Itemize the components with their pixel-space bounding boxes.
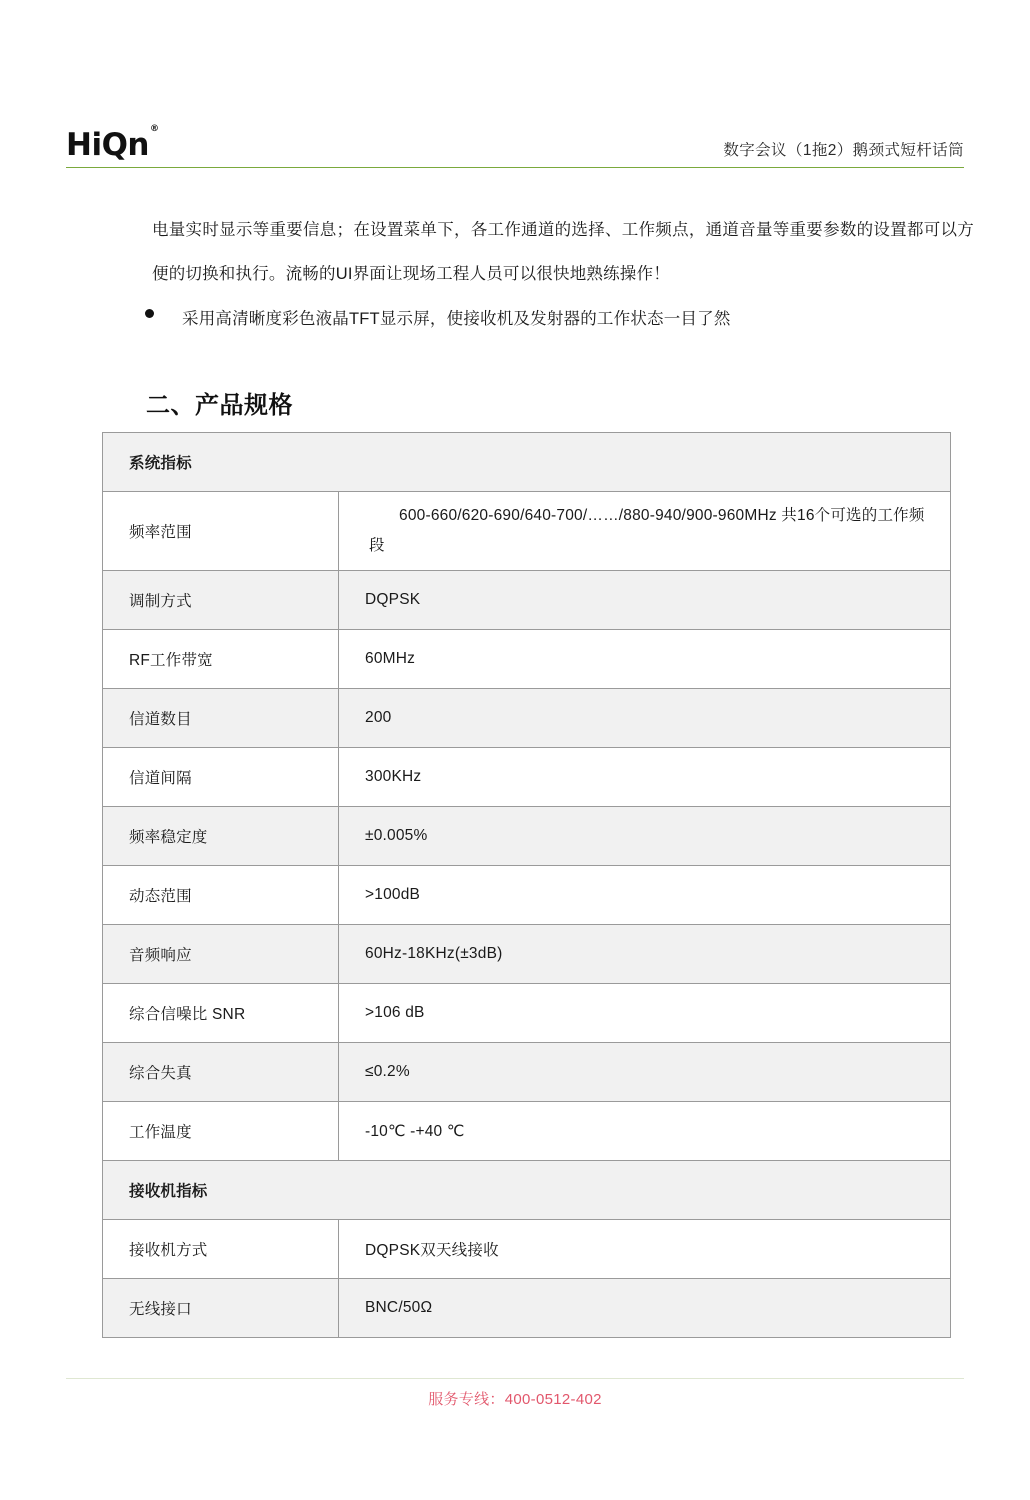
company-logo: [66, 121, 158, 161]
page-header: [66, 112, 964, 168]
spec-value-cell: >100dB: [339, 866, 951, 925]
spec-value-cell: ±0.005%: [339, 807, 951, 866]
spec-table-section-row: [103, 1161, 951, 1220]
spec-table-container: [102, 432, 950, 1338]
spec-label-cell: 接收机方式: [103, 1220, 339, 1279]
trademark-icon: ®: [150, 123, 159, 134]
spec-label-cell: 调制方式: [103, 571, 339, 630]
table-row: [103, 1102, 951, 1161]
table-row: [103, 748, 951, 807]
spec-label-cell: 无线接口: [103, 1279, 339, 1338]
table-row: [103, 925, 951, 984]
header-document-title: 数字会议（1拖2）鹅颈式短杆话筒: [723, 141, 964, 159]
spec-value-cell: 300KHz: [339, 748, 951, 807]
spec-section-label: 接收机指标: [103, 1161, 951, 1220]
spec-value-cell: 200: [339, 689, 951, 748]
spec-value-cell: 600-660/620-690/640-700/……/880-940/900-960MHz 共16个可选的工作频段: [339, 492, 951, 571]
spec-label-cell: 工作温度: [103, 1102, 339, 1161]
spec-label-cell: 综合失真: [103, 1043, 339, 1102]
intro-paragraph: 电量实时显示等重要信息；在设置菜单下，各工作通道的选择、工作频点，通道音量等重要参数的设置都可以方便的切换和执行。流畅的UI界面让现场工程人员可以很快地熟练操作！: [152, 221, 974, 283]
table-row: [103, 571, 951, 630]
logo-text: HiQn: [66, 127, 149, 163]
feature-bullet-item: [145, 304, 975, 334]
spec-value-cell: -10℃ -+40 ℃: [339, 1102, 951, 1161]
spec-value-cell: >106 dB: [339, 984, 951, 1043]
table-row: [103, 1220, 951, 1279]
spec-value-cell: 60MHz: [339, 630, 951, 689]
spec-label-cell: 频率范围: [103, 492, 339, 571]
spec-label-cell: RF工作带宽: [103, 630, 339, 689]
table-row: [103, 630, 951, 689]
spec-value-cell: 60Hz-18KHz(±3dB): [339, 925, 951, 984]
section-heading-product-spec: 二、产品规格: [146, 391, 293, 419]
spec-label-cell: 频率稳定度: [103, 807, 339, 866]
table-row: [103, 689, 951, 748]
table-row: [103, 807, 951, 866]
table-row: [103, 1279, 951, 1338]
spec-value-cell: DQPSK双天线接收: [339, 1220, 951, 1279]
spec-value-cell: ≤0.2%: [339, 1043, 951, 1102]
logo-wordmark: [66, 123, 159, 163]
spec-section-label: 系统指标: [103, 433, 951, 492]
spec-label-cell: 动态范围: [103, 866, 339, 925]
page-footer: [66, 1378, 964, 1409]
product-spec-table: [102, 432, 951, 1338]
footer-service-hotline: 服务专线：400-0512-402: [428, 1391, 602, 1408]
feature-bullet-text: 采用高清晰度彩色液晶TFT显示屏，使接收机及发射器的工作状态一目了然: [182, 310, 731, 328]
spec-label-cell: 音频响应: [103, 925, 339, 984]
table-row: [103, 984, 951, 1043]
spec-label-cell: 信道间隔: [103, 748, 339, 807]
spec-table-section-row: [103, 433, 951, 492]
spec-label-cell: 综合信噪比 SNR: [103, 984, 339, 1043]
spec-value-cell: DQPSK: [339, 571, 951, 630]
spec-table-body: [103, 433, 951, 1338]
spec-value-cell: BNC/50Ω: [339, 1279, 951, 1338]
bullet-dot-icon: [145, 309, 154, 318]
table-row: [103, 866, 951, 925]
spec-label-cell: 信道数目: [103, 689, 339, 748]
table-row: [103, 492, 951, 571]
table-row: [103, 1043, 951, 1102]
